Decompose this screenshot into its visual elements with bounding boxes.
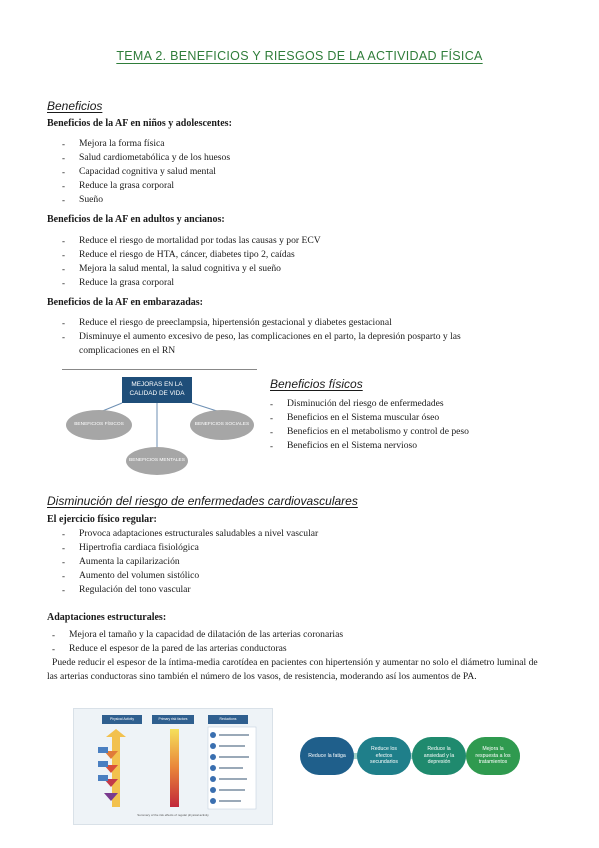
list-embarazadas <box>62 316 512 358</box>
subtitle-embarazadas: Beneficios de la AF en embarazadas: <box>47 297 204 308</box>
list-item: - Disminución del riesgo de enfermedades <box>270 397 570 411</box>
text: Puede reducir el espesor de la íntima-media carotídea en pacientes con hipertensión y aumentar no solo el diámetro luminal de las arterias conductoras sino también el número de los vasos, de resistencia, moderando así los aumentos de PA. <box>47 657 538 683</box>
list-item: - Reduce el espesor de la pared de las arterias conductoras <box>52 642 547 656</box>
list-item: - Sueño <box>62 193 542 207</box>
infographic-caption: Summary of the risk effects of regular physical activity <box>137 813 209 817</box>
subtitle-adaptaciones: Adaptaciones estructurales: <box>47 612 167 623</box>
section-heading-beneficios: Beneficios <box>47 99 103 113</box>
list-item: - Beneficios en el metabolismo y control de peso <box>270 425 570 439</box>
infographic-col-header: Physical Activity <box>102 715 142 724</box>
diagram-node-main: MEJORAS EN LA CALIDAD DE VIDA <box>122 377 192 403</box>
list-item: - Mejora la forma física <box>62 137 542 151</box>
subtitle-ejercicio: El ejercicio físico regular: <box>47 514 157 525</box>
infographic-image <box>73 708 273 825</box>
list-item: - Reduce la grasa corporal <box>62 179 542 193</box>
list-item: - Reduce el riesgo de HTA, cáncer, diabetes tipo 2, caídas <box>62 248 542 262</box>
list-item: - Hipertrofia cardiaca fisiológica <box>62 541 522 555</box>
subtitle-adultos: Beneficios de la AF en adultos y ancianos: <box>47 214 225 225</box>
diagram-node-right: BENEFICIOS SOCIALES <box>190 410 254 440</box>
pill-item: Mejora la respuesta a los tratamientos <box>466 737 520 775</box>
infographic-col-header: Reductions <box>208 715 248 724</box>
list-cardio <box>62 527 522 597</box>
diagram-node-left: BENEFICIOS FÍSICOS <box>66 410 132 440</box>
list-item: - Disminuye el aumento excesivo de peso, las complicaciones en el parto, la depresión posparto y las complicaciones en el RN <box>62 330 512 358</box>
list-item: - Mejora la salud mental, la salud cognitiva y el sueño <box>62 262 542 276</box>
list-item: - Mejora el tamaño y la capacidad de dilatación de las arterias coronarias <box>52 628 547 642</box>
list-item: - Regulación del tono vascular <box>62 583 522 597</box>
list-adultos <box>62 234 542 290</box>
infographic-col-header: Primary risk factors <box>152 715 194 724</box>
section-heading-fisicos: Beneficios físicos <box>270 377 363 391</box>
list-item: - Salud cardiometabólica y de los huesos <box>62 151 542 165</box>
list-item: - Beneficios en el Sistema nervioso <box>270 439 570 453</box>
subtitle-ninos: Beneficios de la AF en niños y adolescentes: <box>47 118 232 129</box>
diagram-node-bottom: BENEFICIOS MENTALES <box>126 447 188 475</box>
list-item: - Provoca adaptaciones estructurales saludables a nivel vascular <box>62 527 522 541</box>
list-item: - Aumento del volumen sistólico <box>62 569 522 583</box>
list-item: - Reduce el riesgo de preeclampsia, hipertensión gestacional y diabetes gestacional <box>62 316 512 330</box>
list-item: - Capacidad cognitiva y salud mental <box>62 165 542 179</box>
list-ninos <box>62 137 542 207</box>
pill-item: Reduce la fatiga <box>300 737 354 775</box>
infographic-graphics <box>74 709 272 824</box>
pill-item: Reduce los efectos secundarios <box>357 737 411 775</box>
pill-item: Reduce la ansiedad y la depresión <box>412 737 466 775</box>
list-item: - Beneficios en el Sistema muscular óseo <box>270 411 570 425</box>
list-item: - Reduce la grasa corporal <box>62 276 542 290</box>
section-heading-cardio: Disminución del riesgo de enfermedades cardiovasculares <box>47 494 358 508</box>
list-item: - Aumenta la capilarización <box>62 555 522 569</box>
list-fisicos <box>270 397 570 453</box>
list-item: - Reduce el riesgo de mortalidad por todas las causas y por ECV <box>62 234 542 248</box>
page-title: TEMA 2. BENEFICIOS Y RIESGOS DE LA ACTIVIDAD FÍSICA <box>116 49 483 63</box>
list-adaptaciones <box>52 628 547 656</box>
paragraph-adaptaciones <box>47 656 545 684</box>
